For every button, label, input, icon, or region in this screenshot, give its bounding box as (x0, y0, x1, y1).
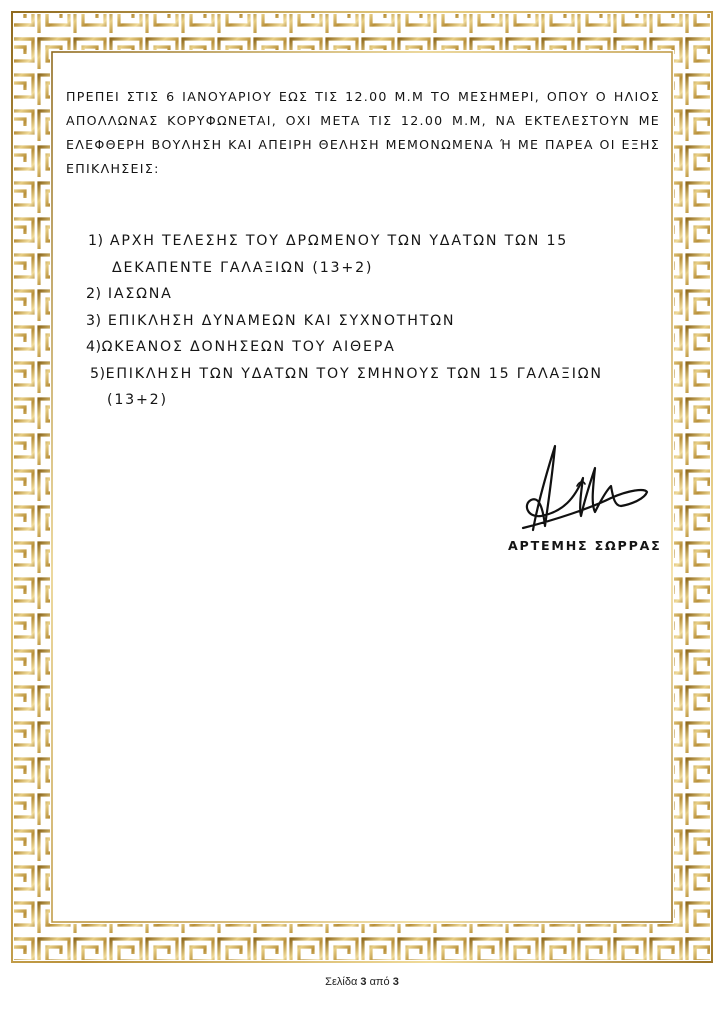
footer-total-pages: 3 (392, 976, 399, 988)
item-text: ΕΠΙΚΛΗΣΗ ΤΩΝ ΥΔΑΤΩΝ ΤΟΥ ΣΜΗΝΟΥΣ ΤΩΝ 15 ΓΑΛΑΞΙΩΝ (105, 365, 603, 382)
item-text: ΕΠΙΚΛΗΣΗ ΔΥΝΑΜΕΩΝ ΚΑΙ ΣΥΧΝΟΤΗΤΩΝ (107, 312, 456, 329)
footer-middle: από (369, 976, 390, 988)
item-text-continued: ΔΕΚΑΠΕΝΤΕ ΓΑΛΑΞΙΩΝ (13+2) (112, 259, 374, 276)
signer-name: ΑΡΤΕΜΗΣ ΣΩΡΡΑΣ (508, 538, 662, 553)
invocations-list (66, 228, 660, 414)
item-number: 4) (86, 339, 102, 355)
item-text-continued: (13+2) (107, 392, 168, 408)
list-item (66, 308, 660, 335)
page-footer (0, 976, 724, 988)
handwritten-signature (515, 438, 655, 538)
item-number: 2) (86, 286, 102, 302)
item-text: ΩΚΕΑΝΟΣ ΔΟΝΗΣΕΩΝ ΤΟΥ ΑΙΘΕΡΑ (101, 339, 396, 355)
footer-prefix: Σελίδα (325, 976, 358, 988)
item-number: 1) (88, 233, 104, 249)
item-number: 3) (86, 312, 102, 329)
intro-paragraph: ΠΡΕΠΕΙ ΣΤΙΣ 6 ΙΑΝΟΥΑΡΙΟΥ ΕΩΣ ΤΙΣ 12.00 Μ.Μ ΤΟ ΜΕΣΗΜΕΡΙ, ΟΠΟΥ Ο ΗΛΙΟΣ ΑΠΟΛΛΩΝΑΣ ΚΟΡΥΦΩΝΕΤΑΙ, ΟΧΙ ΜΕΤΑ ΤΙΣ 12.00 Μ.Μ, ΝΑ ΕΚΤΕΛΕΣΤΟΥΝ ΜΕ ΕΛΕΦΘΕΡΗ ΒΟΥΛΗΣΗ ΚΑΙ ΑΠΕΙΡΗ ΘΕΛΗΣΗ ΜΕΜΟΝΩΜΕΝΑ Ή ΜΕ ΠΑΡΕΑ ΟΙ ΕΞΗΣ ΕΠΙΚΛΗΣΕΙΣ: (66, 89, 660, 176)
list-item (66, 361, 660, 414)
footer-page-number: 3 (360, 976, 367, 988)
document-body (66, 85, 660, 414)
list-item (66, 334, 660, 361)
list-item (66, 281, 660, 308)
list-item (66, 228, 660, 281)
item-text: ΙΑΣΩΝΑ (107, 286, 173, 302)
item-number: 5) (90, 365, 106, 382)
item-text: ΑΡΧΗ ΤΕΛΕΣΗΣ ΤΟΥ ΔΡΩΜΕΝΟΥ ΤΩΝ ΥΔΑΤΩΝ ΤΩΝ 15 (109, 233, 569, 249)
